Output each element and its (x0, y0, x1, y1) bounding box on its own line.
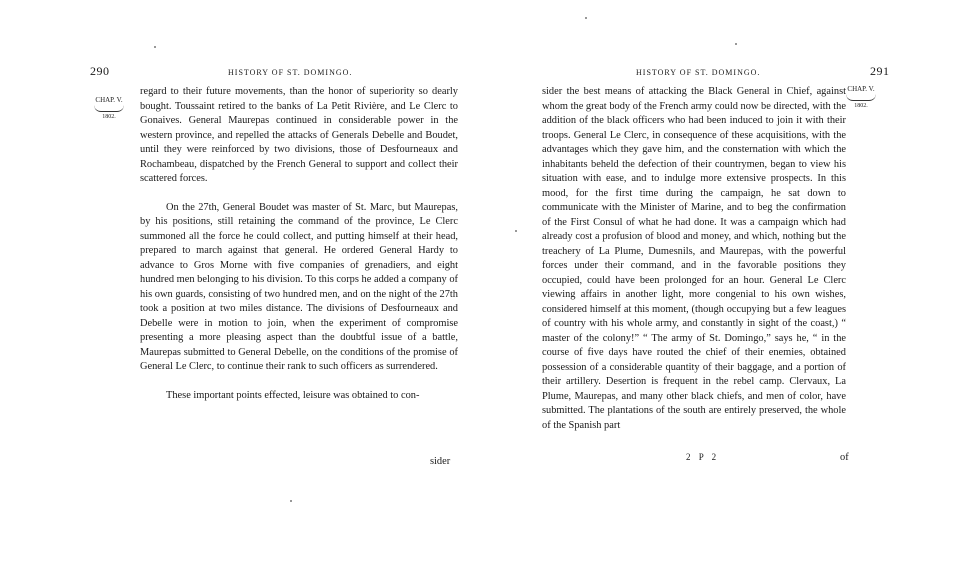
catchword: of (840, 452, 849, 463)
paragraph: On the 27th, General Boudet was master of St. Marc, but Maurepas, by his positions, still retaining the command of the province, Le Clerc summoned all the force he could collect, and putting himself at their head, prepared to march against that general. He ordered General Hardy to advance to Gros Morne with five companies of grenadiers, and eight hundred men belonging to his division. To this corps he added a company of his own guards, consisting of two hundred men, and on the night of the 27th took a position at two miles distance. The divisions of Desfourneaux and Debelle were in motion to join, when the experiment of compromise presenting a more pleasing aspect than the doubtful issue of a battle, Maurepas submitted to General Debelle, on the conditions of the promise of General Le Clerc, to continue their rank to such officers as surrendered. (140, 201, 458, 372)
paragraph: These important points effected, leisure was obtained to con- (166, 389, 420, 401)
page-number: 291 (870, 64, 890, 78)
margin-note (844, 85, 878, 111)
paragraph: regard to their future movements, than the honor of superiority so dearly bought. Toussaint retired to the banks of La Petit Rivière, and Le Clerc to Gonaives. General Maurepas continued in considerable power in the western province, and repelled the attacks of Generals Debelle and Boudet, until they were reinforced by two divisions, those of Desfourneaux and Rochambeau, dispatched by the French General to support and collect their scattered forces. (140, 86, 458, 184)
scan-speck (154, 46, 156, 48)
brace-icon (846, 94, 876, 101)
margin-note-chapter: CHAP. V. (95, 96, 123, 104)
right-page (490, 0, 980, 563)
paragraph: sider the best means of attacking the Black General in Chief, against whom the great body of the French army could now be directed, with the addition of the black officers who had been induced to join it with their troops. General Le Clerc, in consequence of these acquisitions, with the advantages which they gave him, and the consternation with which the inhabitants beheld the defection of their countrymen, began to view his situation with ease, and to indulge more extensive prospects. In this mood, for the first time during the campaign, he sat down to communicate with the Minister of Marine, and to beg the confirmation of the First Consul of what he had done. It was a campaign which had already cost a profusion of blood and money, and which, nothing but the treachery of La Plume, Dumesnils, and Maurepas, with the powerful forces under their command, and in the favorable positions they occupied, could have been prolonged for an hour. General Le Clerc viewing affairs in another light, more congenial to his own wishes, considered himself at this moment, (though occupying but a few leagues of country with his whole army, and constantly in sight of the coast,) “ master of the colony!” “ The army of St. Domingo,” says he, “ in the course of five days have routed the chief of their enemies, obtained possession of a considerable quantity of their baggage, and a portion of their artillery. Desertion is frequent in the rebel camp. Clervaux, La Plume, Maurepas, and many other black chiefs, and men of color, have submitted. The plantations of the south are entirely preserved, the whole of the Spanish part (542, 86, 846, 431)
scan-speck (735, 43, 737, 45)
page-number: 290 (90, 64, 110, 78)
brace-icon (94, 105, 124, 112)
scan-speck (290, 500, 292, 502)
body-text (542, 85, 846, 433)
running-head: HISTORY OF ST. DOMINGO. (228, 68, 353, 77)
scan-speck (585, 17, 587, 19)
body-text (140, 85, 458, 403)
catchword: sider (430, 456, 451, 467)
signature-mark: 2 P 2 (686, 452, 720, 462)
margin-note (92, 96, 126, 122)
margin-note-year: 1802. (854, 103, 868, 109)
running-head: HISTORY OF ST. DOMINGO. (636, 68, 761, 77)
margin-note-year: 1802. (102, 114, 116, 120)
margin-note-chapter: CHAP. V. (847, 85, 875, 93)
scan-speck (515, 230, 517, 232)
